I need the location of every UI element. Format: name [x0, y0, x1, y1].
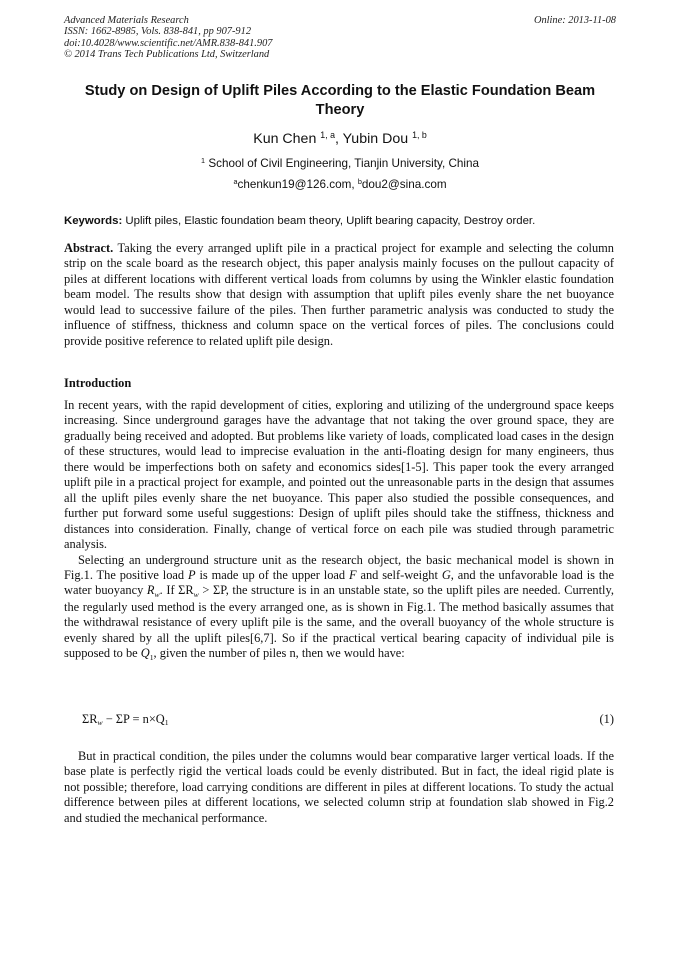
- text-run: . If ΣR: [159, 583, 194, 598]
- affiliation: [64, 157, 616, 172]
- math-subscript: w: [193, 589, 199, 599]
- author-name: Kun Chen: [253, 131, 317, 147]
- text-run: ΣR: [82, 712, 98, 726]
- text-run: , the structure is in an unstable state, so the uplift piles are needed. Currently, the regularly used method is the every arranged one, as is shown in Fig.1. The method basically assumes that the withdrawal resistance of every uplift pile is the same, and the overall buoyancy of the whole structure is evenly shared by all the uplift piles[6,7]. So if the practical vertical bearing capacity of individual pile is supposed to be: [64, 583, 614, 661]
- journal-name: Advanced Materials Research: [64, 15, 189, 26]
- paragraph: [64, 553, 614, 663]
- math-subscript: w: [97, 718, 103, 728]
- issn-line: ISSN: 1662-8985, Vols. 838-841, pp 907-912: [64, 26, 252, 38]
- author-separator: ,: [334, 131, 343, 147]
- paper-title: Study on Design of Uplift Piles According to the Elastic Foundation Beam Theory: [84, 83, 596, 118]
- math-subscript: 1: [164, 718, 169, 728]
- author-affiliation-mark: 1, a: [320, 130, 335, 141]
- paragraph: In recent years, with the rapid development of cities, exploring and utilizing of the underground space keeps increasing. Since underground garages have the advantage that not taking the over ground space, they are gradually being received and adopted. But problems like variety of loads, complicated load cases in the design of these structures, would lead to imprecise evaluation in the anti-floating design for many engineers, thus there would be imperfections both on safety and economics sides[1-5]. This paper took the every arranged uplift pile in a practical project for example, and pointed out the unreasonable parts in the design that assumes all the uplift piles evenly share the net buoyance. This paper also studied the possible consequences, and further put forward some useful suggestions: Design of uplift piles should take the stiffness, thickness and distances into consideration. Finally, change of vertical force on each pile was studied through parametric analysis.: [64, 398, 614, 552]
- keywords-text: Uplift piles, Elastic foundation beam theory, Uplift bearing capacity, Destroy order.: [122, 215, 536, 227]
- math-symbol: F: [349, 567, 357, 582]
- abstract-text: Taking the every arranged uplift pile in a practical project for example and selecting the column strip on the scale board as the research object, this paper analysis mainly focuses on the pullout capacity of piles at different locations with different vertical loads from columns by using the Winkler elastic foundation beam model. The results show that design with assumption that uplift piles evenly share the net buoyance would lead to successive failure of the piles. Then further parametric analysis was conducted to study the influence of stiffness, thickness and column space on the vertical forces of piles. The conclusions could provide positive reference to related uplift pile design.: [64, 241, 614, 348]
- keywords-label: Keywords:: [64, 215, 123, 227]
- math-symbol: G: [441, 567, 451, 582]
- journal-header: [64, 15, 616, 60]
- math-subscript: w: [154, 589, 160, 599]
- text-run: is made up of the upper load: [195, 567, 349, 582]
- equation-1: [82, 712, 614, 730]
- equation-expression: [82, 712, 169, 727]
- affiliation-mark: 1: [201, 156, 206, 166]
- email-separator: ,: [351, 178, 358, 191]
- doi-line[interactable]: doi:10.4028/www.scientific.net/AMR.838-841.907: [64, 37, 273, 49]
- math-symbol: Q: [140, 646, 150, 661]
- math-symbol: R: [146, 583, 155, 598]
- text-run: and self-weight: [356, 567, 442, 582]
- email-link[interactable]: dou2@sina.com: [361, 178, 447, 191]
- introduction-body: [64, 398, 614, 663]
- email-mark: b: [357, 177, 362, 187]
- author-affiliation-mark: 1, b: [412, 130, 427, 141]
- author-name: Yubin Dou: [342, 131, 409, 147]
- text-run: , given the number of piles n, then we would have:: [153, 646, 405, 661]
- online-date: Online: 2013-11-08: [533, 15, 616, 26]
- abstract-label: Abstract.: [64, 241, 114, 255]
- email-mark: a: [233, 177, 238, 187]
- paragraph: But in practical condition, the piles under the columns would bear comparative larger vertical loads. If the base plate is perfectly rigid the vertical loads could be evenly distributed. But in fact, the ideal rigid plate is not possible; therefore, load carrying conditions are different in piles at different locations. To study the actual difference between piles at different locations, we selected column strip at foundation slab showed in Fig.2 and studied the mechanical performance.: [64, 749, 614, 825]
- author-line: [64, 130, 616, 149]
- abstract: [64, 241, 614, 349]
- text-run: , and the unfavorable load is the water buoyancy: [64, 567, 614, 598]
- author-emails: [64, 178, 616, 193]
- text-run: − ΣP = n×Q: [102, 712, 165, 726]
- email-link[interactable]: chenkun19@126.com: [237, 178, 352, 191]
- math-subscript: 1: [149, 652, 154, 662]
- equation-number: (1): [599, 712, 614, 726]
- text-run: Selecting an underground structure unit as the research object, the basic mechanical model is shown in Fig.1. The positive load: [64, 552, 614, 582]
- keywords: [64, 214, 616, 228]
- affiliation-text: School of Civil Engineering, Tianjin University, China: [208, 157, 479, 170]
- section-heading: Introduction: [64, 376, 132, 390]
- math-symbol: P: [188, 567, 196, 582]
- copyright-line: © 2014 Trans Tech Publications Ltd, Switzerland: [64, 48, 270, 60]
- text-run: > ΣP: [198, 583, 226, 598]
